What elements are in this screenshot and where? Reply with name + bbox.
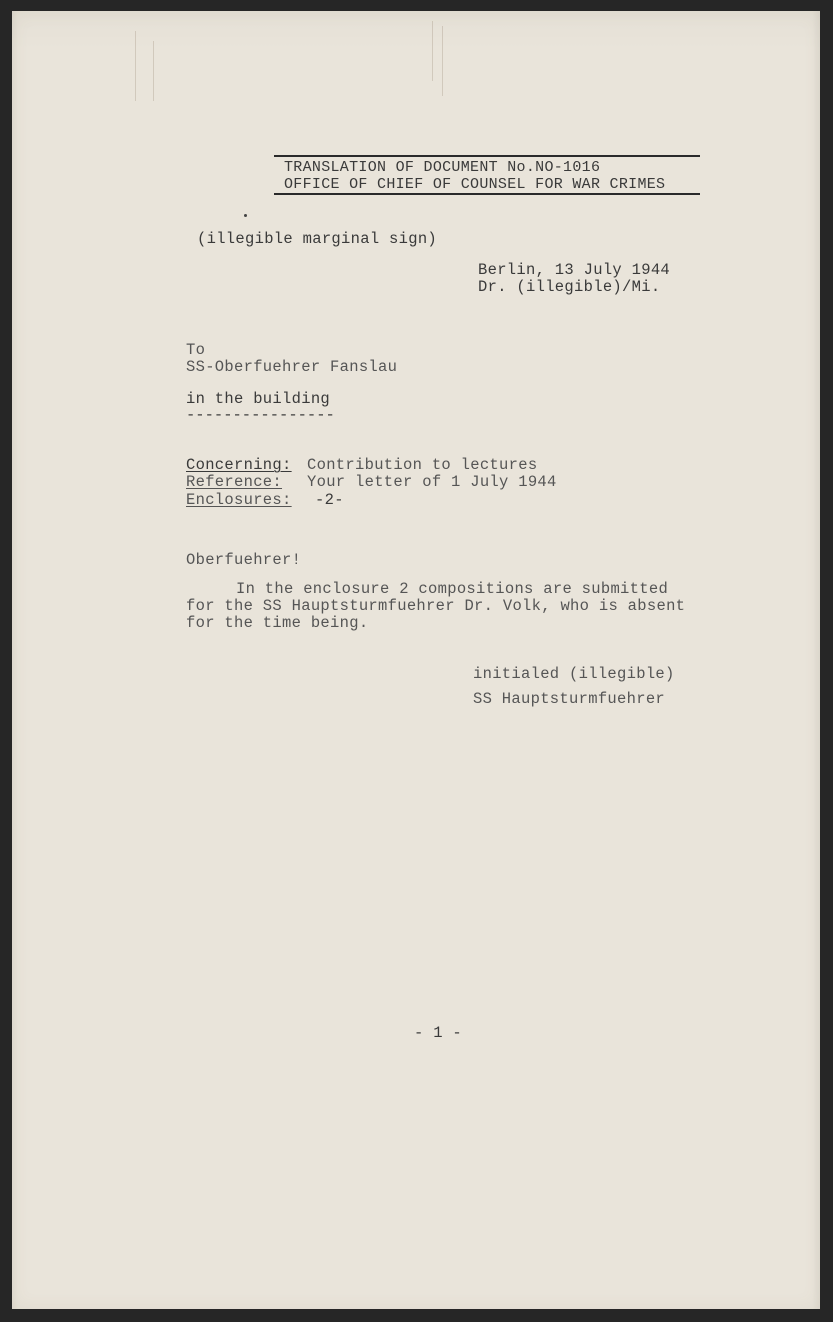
salutation: Oberfuehrer! — [186, 551, 302, 569]
reference-mark: Dr. (illegible)/Mi. — [478, 278, 661, 296]
concerning-label: Concerning: — [186, 456, 292, 474]
addressee-location: in the building — [186, 390, 331, 408]
body-line-2: for the SS Hauptsturmfuehrer Dr. Volk, who is absent — [186, 597, 686, 615]
enclosures-label: Enclosures: — [186, 491, 292, 509]
body-line-3: for the time being. — [186, 614, 369, 632]
signature-rank: SS Hauptsturmfuehrer — [473, 690, 666, 708]
header-line-1: TRANSLATION OF DOCUMENT No.NO-1016 — [284, 159, 601, 176]
paper-sheet — [12, 11, 820, 1309]
header-top-rule — [274, 155, 700, 157]
concerning-value: Contribution to lectures — [307, 456, 538, 474]
signature-initialed: initialed (illegible) — [473, 665, 675, 683]
marginal-note: (illegible marginal sign) — [197, 230, 438, 248]
enclosures-value: -2- — [315, 491, 344, 509]
addressee-underline: ---------------- — [186, 406, 335, 424]
addressee-name: SS-Oberfuehrer Fanslau — [186, 358, 398, 376]
body-line-1: In the enclosure 2 compositions are submitted — [236, 580, 669, 598]
header-line-2: OFFICE OF CHIEF OF COUNSEL FOR WAR CRIMES — [284, 176, 666, 193]
paper-crease — [432, 21, 433, 81]
addressee-to: To — [186, 341, 206, 359]
header-bottom-rule — [274, 193, 700, 195]
paper-crease — [135, 31, 136, 101]
reference-value: Your letter of 1 July 1944 — [307, 473, 557, 491]
ink-speck — [244, 214, 247, 217]
page-number: - 1 - — [414, 1024, 463, 1042]
paper-crease — [442, 26, 443, 96]
paper-crease — [153, 41, 154, 101]
reference-label: Reference: — [186, 473, 283, 491]
place-date: Berlin, 13 July 1944 — [478, 261, 671, 279]
